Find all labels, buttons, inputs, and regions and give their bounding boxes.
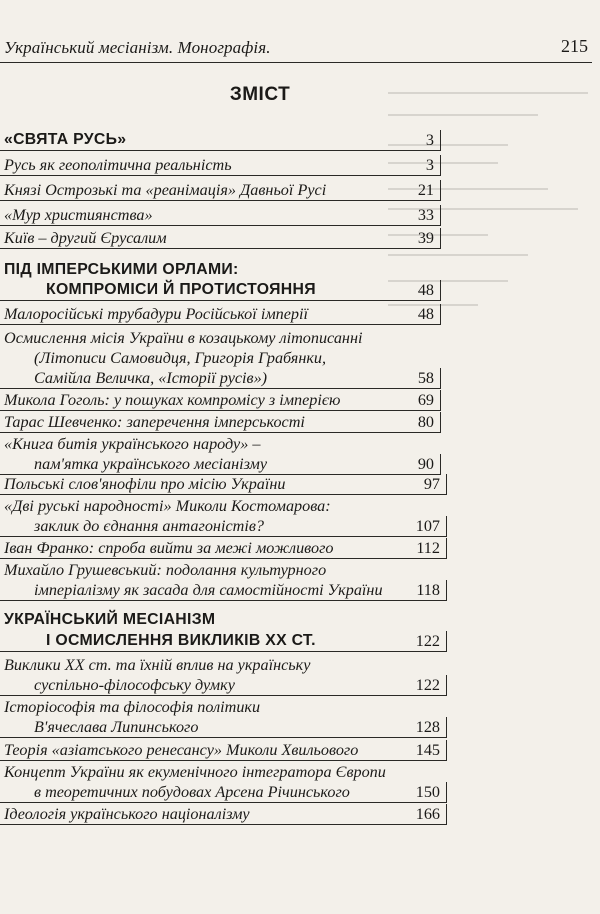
entry-title: заклик до єднання антагоністів? (34, 517, 264, 535)
entry-title: Микола Гоголь: у пошуках компромісу з імперією (4, 391, 341, 409)
entry-title: В'ячеслава Липинського (34, 718, 199, 736)
toc-entry-line (0, 516, 447, 537)
page-ref: 107 (415, 517, 440, 535)
page-ref: 97 (423, 475, 440, 493)
entry-title: Князі Острозькі та «реанімація» Давньої Русі (4, 181, 327, 199)
running-head-title: Український месіанізм. Монографія. (4, 38, 271, 57)
toc-section-line (0, 280, 441, 301)
toc-section-line (0, 631, 447, 652)
toc-section-line (0, 610, 446, 630)
entry-title: Теорія «азіатського ренесансу» Миколи Хвильового (4, 741, 359, 759)
toc-entry-line (0, 412, 441, 433)
toc-section-line (0, 260, 440, 280)
toc-entry-line (0, 697, 446, 717)
section-title: ПІД ІМПЕРСЬКИМИ ОРЛАМИ: (4, 261, 239, 278)
entry-title: Осмислення місія України в козацькому літописанні (4, 329, 363, 347)
toc-entry-line (0, 762, 446, 782)
toc-entry-line (0, 717, 447, 738)
toc-entry-line (0, 474, 447, 495)
toc-entry-line (0, 328, 440, 348)
page-ref: 118 (416, 581, 440, 599)
toc-entry-line (0, 434, 440, 454)
section-title: КОМПРОМІСИ Й ПРОТИСТОЯННЯ (46, 281, 316, 298)
entry-title: (Літописи Самовидця, Григорія Грабянки, (34, 349, 327, 367)
page-ref: 145 (415, 741, 440, 759)
entry-title: імперіалізму як засада для самостійності України (34, 581, 383, 599)
entry-title: Виклики ХХ ст. та їхній вплив на українську (4, 656, 311, 674)
page-ref: 90 (417, 455, 434, 473)
toc-entry-line (0, 782, 447, 803)
toc-entry-line (0, 205, 441, 226)
page-ref: 69 (417, 391, 434, 409)
entry-title: Михайло Грушевський: подолання культурного (4, 561, 327, 579)
toc-entry-line (0, 675, 447, 696)
entry-title: «Дві руські народності» Миколи Костомарова: (4, 497, 331, 515)
page-ref: 112 (416, 539, 440, 557)
entry-title: Самійла Величка, «Історії русів») (34, 369, 268, 387)
toc-entry-line (0, 580, 447, 601)
toc-entry-line (0, 496, 446, 516)
entry-title: в теоретичних побудовах Арсена Річинського (34, 783, 350, 801)
entry-title: «Мур християнства» (4, 206, 153, 224)
entry-title: суспільно-філософську думку (34, 676, 235, 694)
page-ref: 48 (417, 305, 434, 323)
page-ref: 21 (417, 181, 434, 199)
page-ref: 122 (415, 676, 440, 694)
entry-title: Іван Франко: спроба вийти за межі можливого (4, 539, 334, 557)
toc-entry-line (0, 348, 440, 368)
toc-entry-line (0, 560, 446, 580)
contents-heading: ЗМІСТ (229, 84, 291, 105)
toc-entry-line (0, 304, 441, 325)
page-ref: 128 (415, 718, 440, 736)
page-ref: 122 (415, 632, 440, 650)
toc-entry-line (0, 368, 441, 389)
toc-entry-line (0, 804, 447, 825)
entry-title: Київ – другий Єрусалим (4, 229, 167, 247)
entry-title: Малоросійські трубадури Російської імперії (4, 305, 309, 323)
toc-entry-line (0, 180, 441, 201)
toc-entry-line (0, 655, 446, 675)
page-ref: 80 (417, 413, 434, 431)
page-ref: 3 (425, 131, 434, 149)
entry-title: Польські слов'янофіли про місію України (4, 475, 286, 493)
entry-title: Тарас Шевченко: заперечення імперськості (4, 413, 305, 431)
entry-title: Історіософія та філософія політики (4, 698, 261, 716)
page-ref: 48 (417, 281, 434, 299)
page-ref: 3 (425, 156, 434, 174)
page-ref: 166 (415, 805, 440, 823)
section-title: УКРАЇНСЬКИЙ МЕСІАНІЗМ (4, 611, 216, 628)
section-title: І ОСМИСЛЕННЯ ВИКЛИКІВ ХХ СТ. (46, 632, 316, 649)
entry-title: Русь як геополітична реальність (4, 156, 232, 174)
page-ref: 150 (415, 783, 440, 801)
page-ref: 33 (417, 206, 434, 224)
entry-title: Ідеологія українського націоналізму (4, 805, 250, 823)
toc-entry-line (0, 155, 441, 176)
toc-entry-line (0, 538, 447, 559)
entry-title: Концепт України як екуменічного інтегратора Європи (4, 763, 386, 781)
toc-entry-line (0, 454, 441, 475)
entry-title: «Книга битія українського народу» – (4, 435, 261, 453)
entry-title: пам'ятка українського месіанізму (34, 455, 268, 473)
toc-entry-line (0, 390, 441, 411)
page-ref: 58 (417, 369, 434, 387)
section-title: «СВЯТА РУСЬ» (4, 131, 127, 148)
page-number: 215 (561, 36, 588, 56)
toc-entry-line (0, 740, 447, 761)
toc-section-line (0, 130, 441, 151)
page-ref: 39 (417, 229, 434, 247)
toc-entry-line (0, 228, 441, 249)
